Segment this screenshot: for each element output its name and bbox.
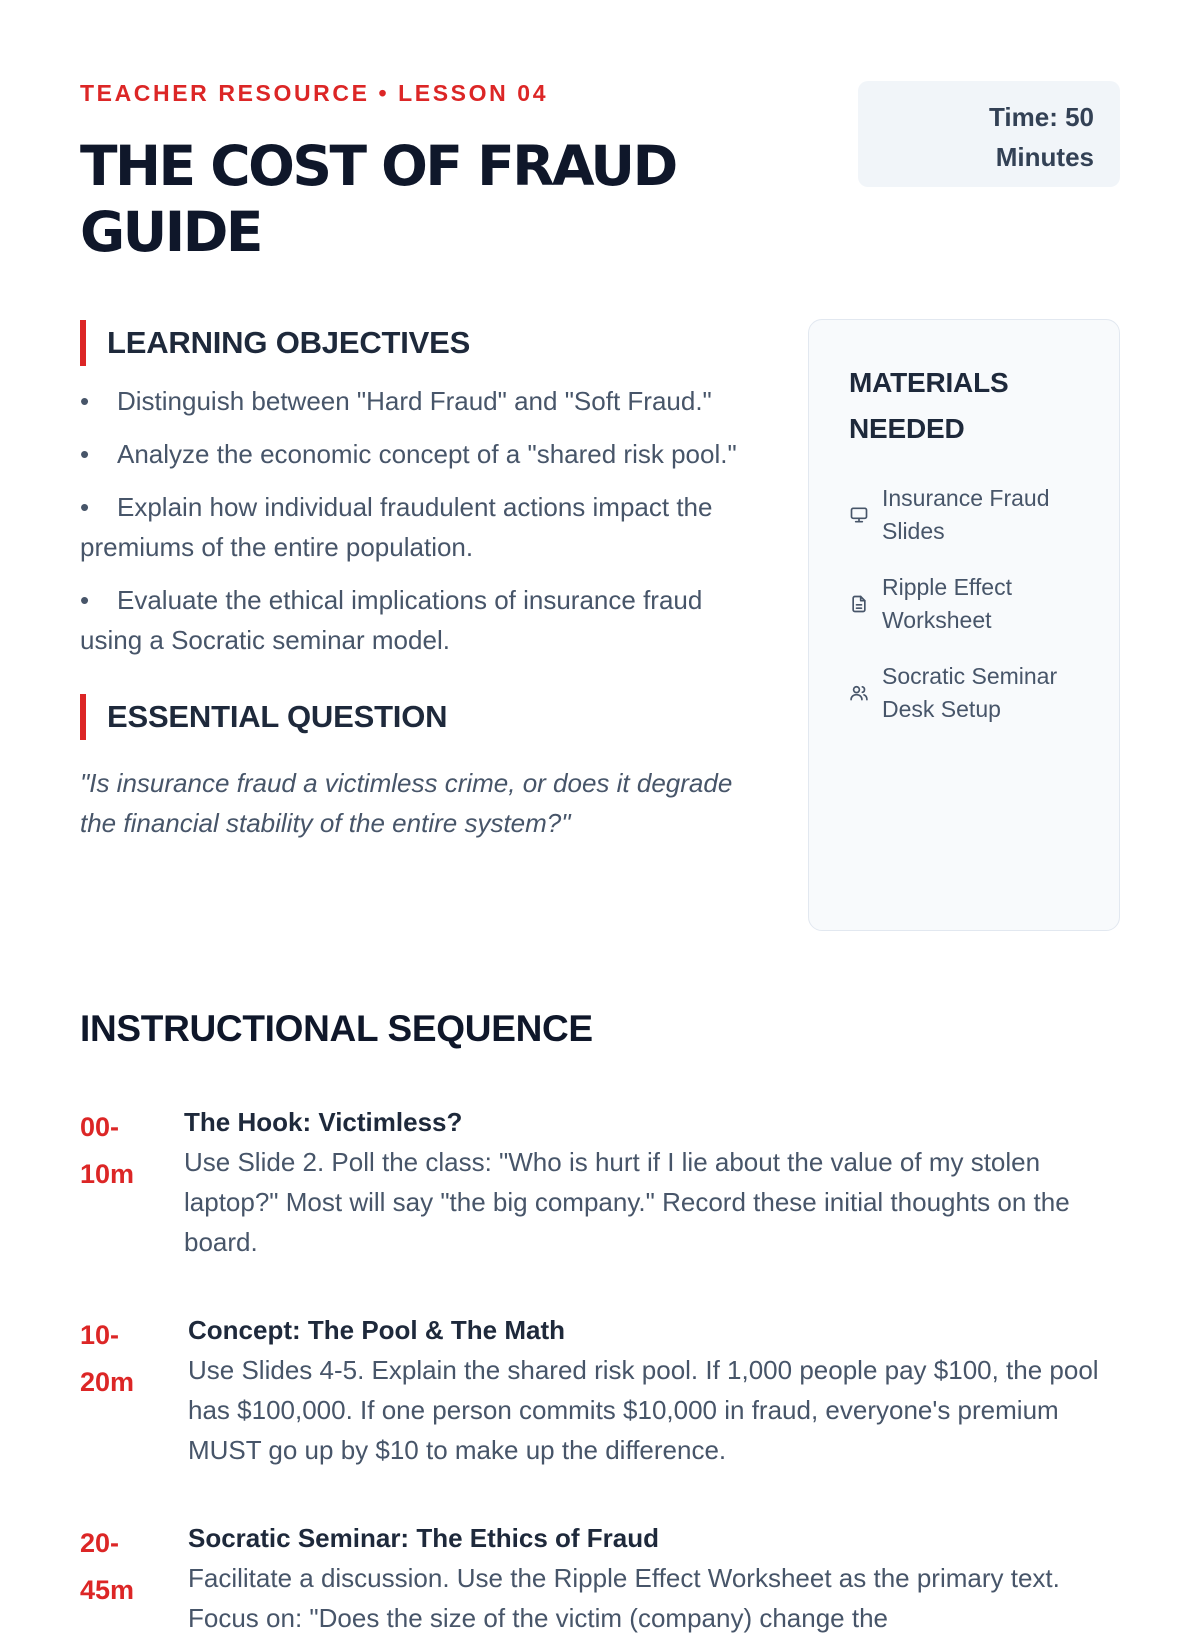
page-title-line1: THE COST OF FRAUD xyxy=(80,134,676,198)
instructional-sequence xyxy=(80,1008,1120,1638)
overview-columns xyxy=(80,319,1120,939)
step-body xyxy=(188,1518,1120,1638)
bullet: • xyxy=(80,386,90,416)
time-line2: Minutes xyxy=(995,142,1094,172)
time-line1: Time: 50 xyxy=(988,102,1094,132)
objective-item xyxy=(80,381,740,421)
step-time: 00-10m xyxy=(80,1112,135,1189)
sequence-step xyxy=(80,1102,1120,1262)
monitor-icon xyxy=(849,505,869,525)
essential-question-text: "Is insurance fraud a victimless crime, or does it degrade the financial stability of the entire system?" xyxy=(80,768,733,838)
bullet: • xyxy=(80,439,90,469)
objective-text: Distinguish between "Hard Fraud" and "Soft Fraud." xyxy=(117,386,712,416)
accent-bar xyxy=(80,694,86,740)
step-description: Use Slides 4-5. Explain the shared risk pool. If 1,000 people pay $100, the pool has $100,000. If one person commits $10,000 in fraud, everyone's premium MUST go up by $10 to make up the difference. xyxy=(188,1355,1099,1465)
step-body xyxy=(188,1310,1120,1470)
materials-list xyxy=(849,482,1079,726)
time-badge xyxy=(858,81,1120,187)
step-time: 20-45m xyxy=(80,1528,135,1605)
users-icon xyxy=(849,683,869,703)
step-description: Use Slide 2. Poll the class: "Who is hurt if I lie about the value of my stolen laptop?" Most will say "the big company." Record these initial thoughts on the board. xyxy=(184,1147,1070,1257)
objective-text: Explain how individual fraudulent actions impact the premiums of the entire population. xyxy=(80,492,713,562)
material-item xyxy=(849,660,1079,726)
step-title: Socratic Seminar: The Ethics of Fraud xyxy=(188,1523,659,1553)
accent-bar xyxy=(80,320,86,366)
lesson-eyebrow: TEACHER RESOURCE • LESSON 04 xyxy=(80,80,549,106)
sequence-step xyxy=(80,1310,1120,1470)
objective-item xyxy=(80,487,740,567)
material-item xyxy=(849,571,1079,637)
bullet: • xyxy=(80,492,90,522)
material-item xyxy=(849,482,1079,548)
page-title-line2: GUIDE xyxy=(80,200,261,264)
objective-text: Evaluate the ethical implications of insurance fraud using a Socratic seminar model. xyxy=(80,585,703,655)
page-title xyxy=(80,133,760,265)
sequence-heading: INSTRUCTIONAL SEQUENCE xyxy=(80,1008,593,1049)
document-icon xyxy=(849,594,869,614)
material-label: Ripple Effect Worksheet xyxy=(882,574,1012,633)
bullet: • xyxy=(80,585,90,615)
objective-item xyxy=(80,580,740,660)
overview-left-column xyxy=(80,319,740,843)
objective-item xyxy=(80,434,740,474)
objectives-list xyxy=(80,381,740,660)
step-title: Concept: The Pool & The Math xyxy=(188,1315,565,1345)
essential-question-heading-text: ESSENTIAL QUESTION xyxy=(107,699,448,734)
material-label: Insurance Fraud Slides xyxy=(882,485,1050,544)
page-header xyxy=(80,0,1120,265)
step-time: 10-20m xyxy=(80,1320,135,1397)
essential-question-heading xyxy=(80,693,740,741)
materials-heading: MATERIALS NEEDED xyxy=(849,367,1009,444)
sequence-step xyxy=(80,1518,1120,1638)
step-body xyxy=(184,1102,1120,1262)
objective-text: Analyze the economic concept of a "shared risk pool." xyxy=(117,439,737,469)
step-title: The Hook: Victimless? xyxy=(184,1107,463,1137)
materials-panel xyxy=(808,319,1120,931)
step-description: Facilitate a discussion. Use the Ripple Effect Worksheet as the primary text. Focus on: "Does the size of the victim (company) change the xyxy=(188,1563,1060,1633)
objectives-heading xyxy=(80,319,740,367)
material-label: Socratic Seminar Desk Setup xyxy=(882,663,1058,722)
objectives-heading-text: LEARNING OBJECTIVES xyxy=(107,325,471,360)
